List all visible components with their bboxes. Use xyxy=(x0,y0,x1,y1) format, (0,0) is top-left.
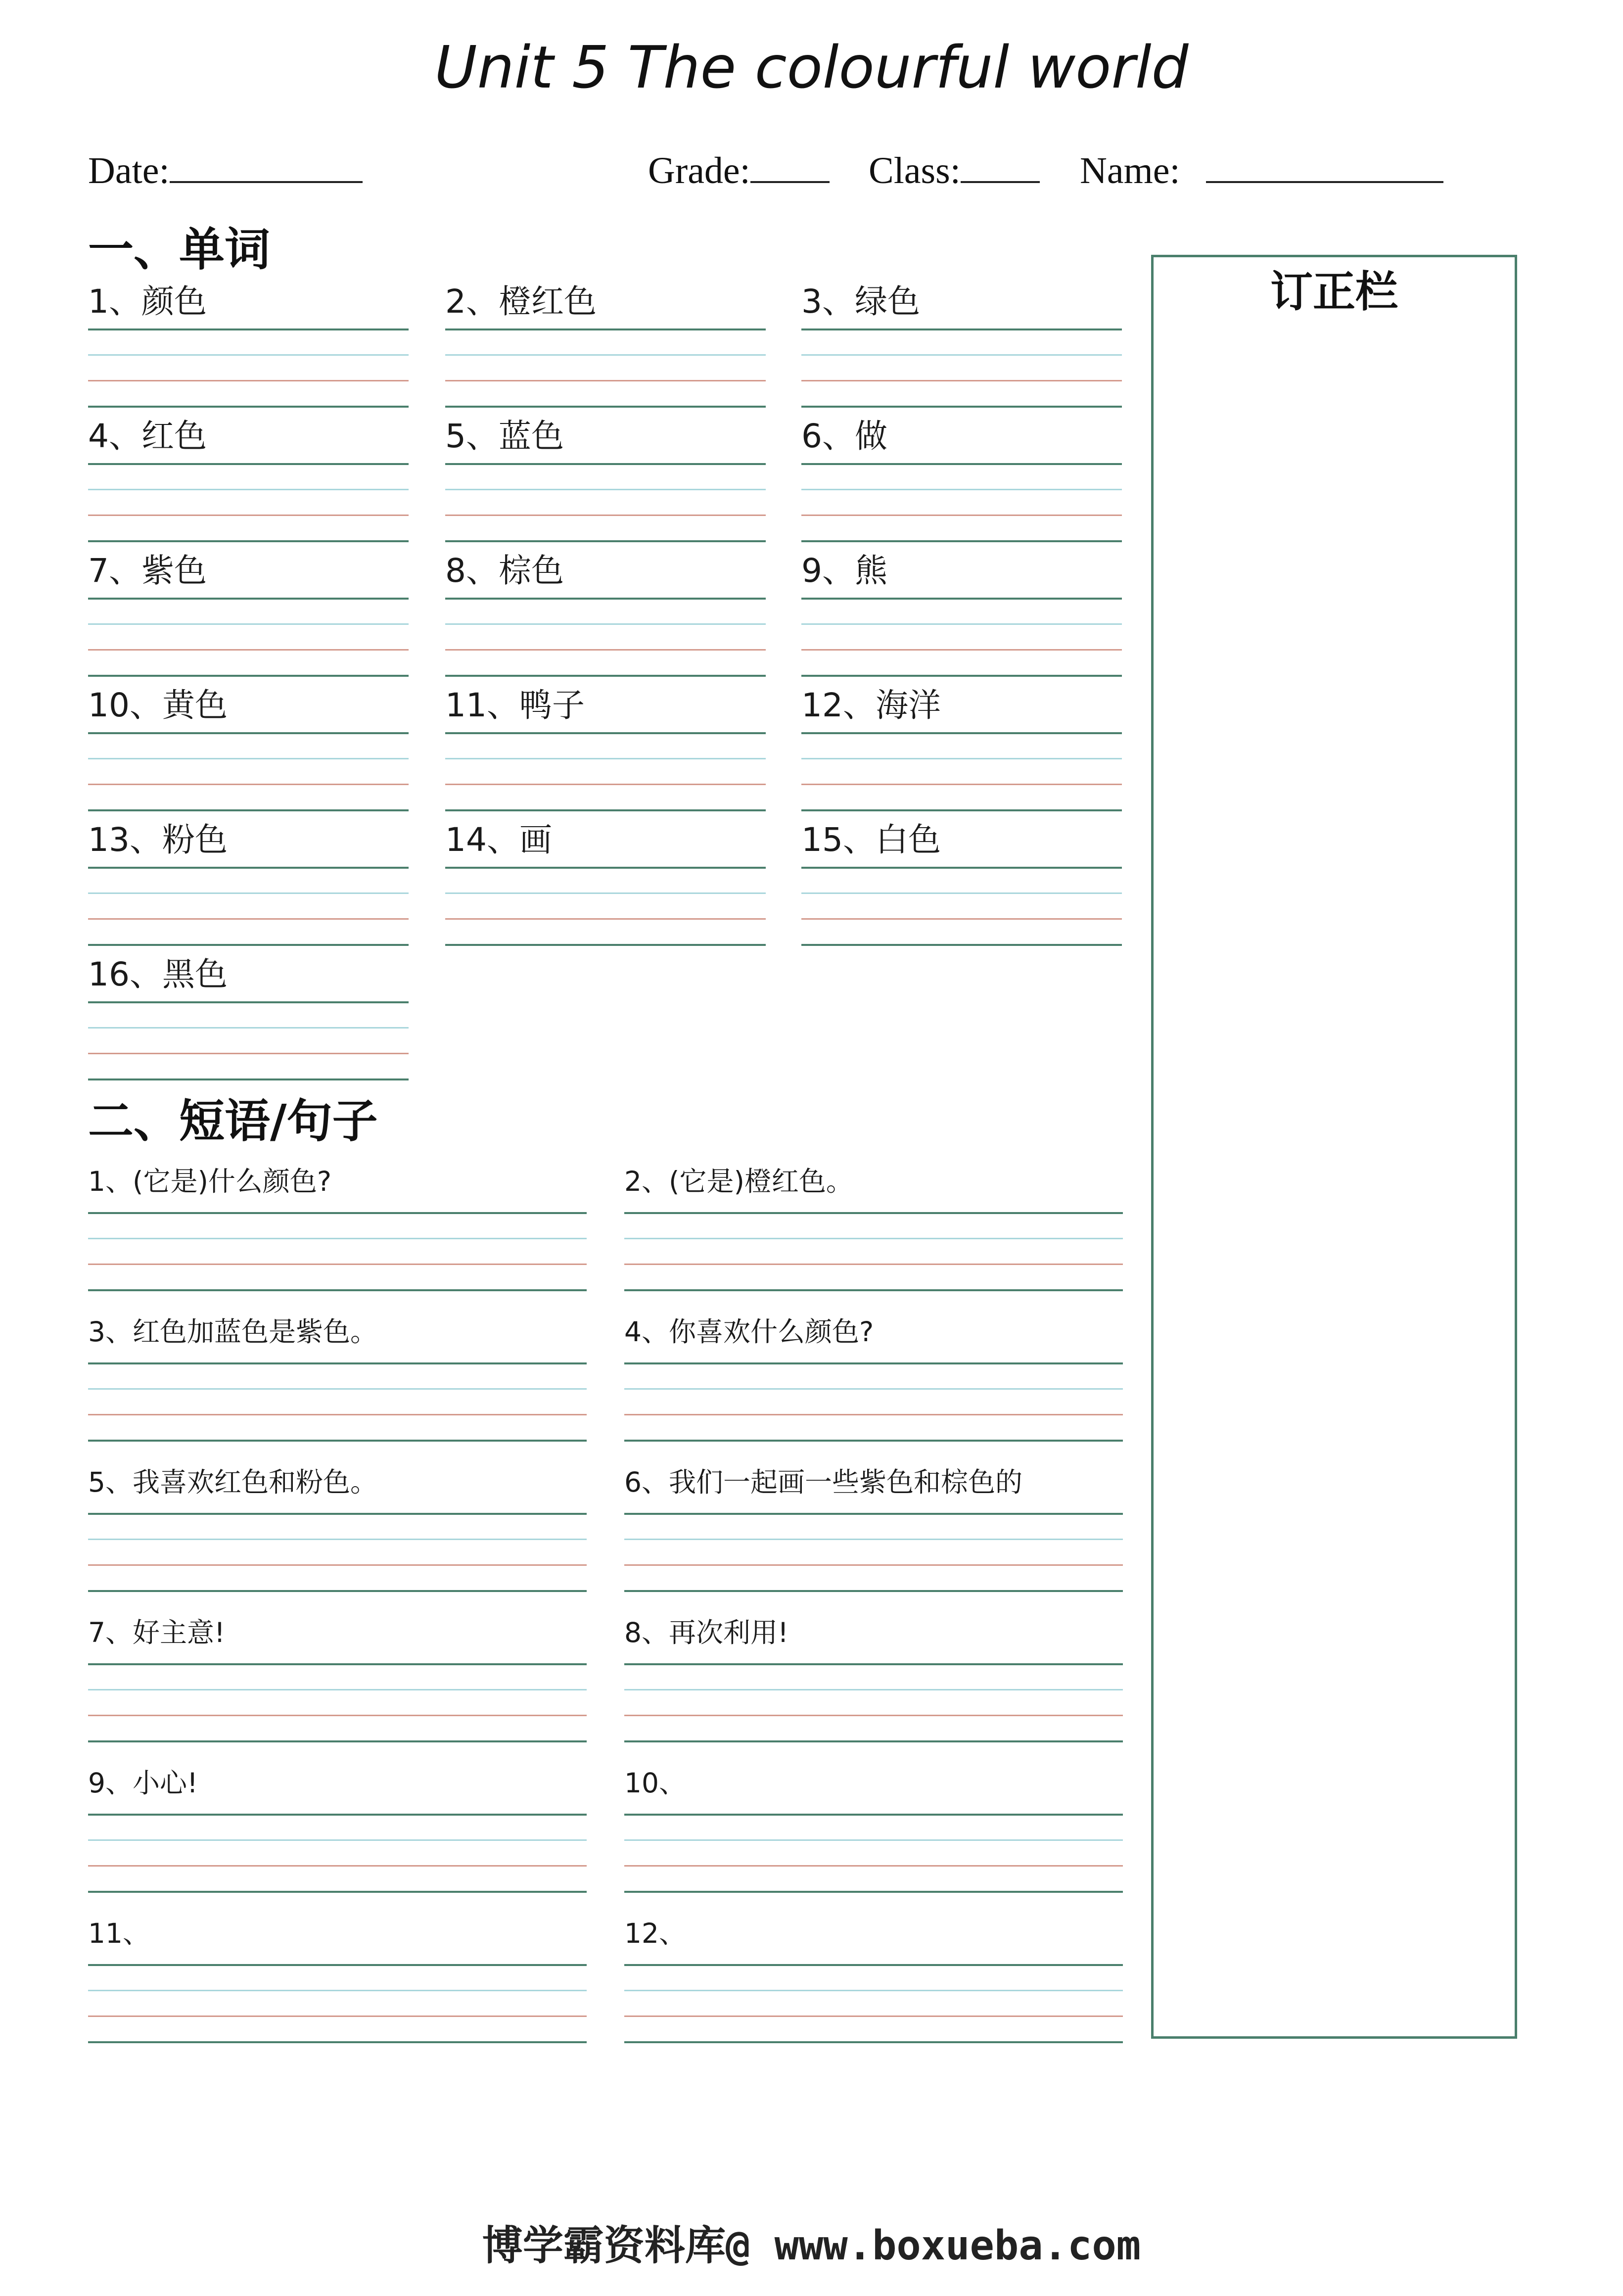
ruled-line xyxy=(88,1027,409,1029)
writing-item[interactable] xyxy=(88,1462,587,1597)
ruled-line xyxy=(624,2015,1123,2017)
writing-lines[interactable] xyxy=(88,328,409,408)
class-label: Class: xyxy=(869,150,961,191)
item-label: 12、海洋 xyxy=(801,686,941,724)
ruled-line xyxy=(88,1513,587,1515)
item-label: 10、 xyxy=(624,1767,686,1799)
ruled-line xyxy=(88,1740,587,1742)
item-label: 1、颜色 xyxy=(88,282,207,321)
ruled-line xyxy=(801,540,1122,542)
ruled-line xyxy=(88,1362,587,1364)
ruled-line xyxy=(801,758,1122,759)
writing-item[interactable] xyxy=(624,1312,1123,1447)
ruled-line xyxy=(88,1001,409,1003)
ruled-line xyxy=(88,515,409,516)
ruled-line xyxy=(624,1539,1123,1540)
ruled-line xyxy=(88,1839,587,1841)
ruled-line xyxy=(445,380,766,381)
ruled-line xyxy=(801,675,1122,677)
item-label: 15、白色 xyxy=(801,821,941,859)
writing-lines[interactable] xyxy=(88,1814,587,1893)
ruled-line xyxy=(445,809,766,811)
ruled-line xyxy=(801,784,1122,785)
item-label: 5、我喜欢红色和粉色。 xyxy=(88,1466,377,1498)
ruled-line xyxy=(445,406,766,408)
grade-blank[interactable] xyxy=(750,151,830,183)
item-label: 16、黑色 xyxy=(88,955,228,993)
writing-item[interactable] xyxy=(445,686,766,816)
ruled-line xyxy=(624,1663,1123,1665)
writing-item[interactable] xyxy=(445,551,766,682)
ruled-line xyxy=(801,380,1122,381)
grade-label: Grade: xyxy=(648,150,750,191)
ruled-line xyxy=(88,1990,587,1991)
writing-item[interactable] xyxy=(801,686,1122,816)
writing-item[interactable] xyxy=(88,820,409,951)
writing-item[interactable] xyxy=(801,282,1122,413)
ruled-line xyxy=(801,623,1122,625)
ruled-line xyxy=(88,1212,587,1214)
ruled-line xyxy=(445,892,766,894)
ruled-line xyxy=(624,1388,1123,1390)
writing-item[interactable] xyxy=(624,1613,1123,1747)
writing-lines[interactable] xyxy=(624,1964,1123,2043)
item-label: 8、再次利用! xyxy=(624,1617,789,1648)
page-title: Unit 5 The colourful world xyxy=(434,33,1189,101)
ruled-line xyxy=(624,1289,1123,1291)
ruled-line xyxy=(88,1264,587,1265)
writing-item[interactable] xyxy=(88,955,409,1085)
ruled-line xyxy=(88,489,409,490)
writing-item[interactable] xyxy=(445,282,766,413)
ruled-line xyxy=(88,1715,587,1716)
writing-item[interactable] xyxy=(445,820,766,951)
ruled-line xyxy=(445,918,766,920)
ruled-line xyxy=(624,1689,1123,1690)
footer-watermark: 博学霸资料库@ www.boxueba.com xyxy=(482,2222,1141,2269)
ruled-line xyxy=(88,2041,587,2043)
ruled-line xyxy=(624,1891,1123,1893)
ruled-line xyxy=(624,1212,1123,1214)
writing-lines[interactable] xyxy=(445,732,766,811)
ruled-line xyxy=(624,1964,1123,1966)
ruled-line xyxy=(88,463,409,465)
writing-item[interactable] xyxy=(88,282,409,413)
ruled-line xyxy=(88,1663,587,1665)
writing-lines[interactable] xyxy=(801,328,1122,408)
item-label: 2、(它是)橙红色。 xyxy=(624,1166,853,1197)
ruled-line xyxy=(88,732,409,734)
item-label: 2、橙红色 xyxy=(445,282,597,321)
ruled-line xyxy=(624,1814,1123,1816)
item-label: 9、熊 xyxy=(801,552,887,590)
writing-lines[interactable] xyxy=(88,1212,587,1291)
writing-lines[interactable] xyxy=(801,598,1122,677)
ruled-line xyxy=(624,1440,1123,1442)
writing-lines[interactable] xyxy=(624,1814,1123,1893)
ruled-line xyxy=(445,944,766,946)
ruled-line xyxy=(88,1053,409,1054)
ruled-line xyxy=(88,809,409,811)
ruled-line xyxy=(88,918,409,920)
ruled-line xyxy=(88,1440,587,1442)
ruled-line xyxy=(88,1891,587,1893)
correction-box[interactable] xyxy=(1151,255,1517,2039)
ruled-line xyxy=(624,1990,1123,1991)
ruled-line xyxy=(801,892,1122,894)
item-label: 3、红色加蓝色是紫色。 xyxy=(88,1316,377,1348)
item-label: 5、蓝色 xyxy=(445,417,564,455)
class-blank[interactable] xyxy=(961,151,1040,183)
item-label: 3、绿色 xyxy=(801,282,920,321)
ruled-line xyxy=(88,1964,587,1966)
ruled-line xyxy=(624,1564,1123,1566)
ruled-line xyxy=(801,489,1122,490)
ruled-line xyxy=(88,623,409,625)
item-label: 11、鸭子 xyxy=(445,686,585,724)
writing-lines[interactable] xyxy=(88,732,409,811)
ruled-line xyxy=(445,675,766,677)
ruled-line xyxy=(801,515,1122,516)
ruled-line xyxy=(88,1590,587,1592)
writing-lines[interactable] xyxy=(801,732,1122,811)
date-blank[interactable] xyxy=(170,151,363,183)
writing-lines[interactable] xyxy=(445,598,766,677)
ruled-line xyxy=(88,328,409,330)
ruled-line xyxy=(624,2041,1123,2043)
ruled-line xyxy=(88,867,409,869)
item-label: 9、小心! xyxy=(88,1767,198,1799)
writing-lines[interactable] xyxy=(801,463,1122,542)
item-label: 8、棕色 xyxy=(445,552,564,590)
writing-item[interactable] xyxy=(88,1162,587,1296)
writing-lines[interactable] xyxy=(624,1663,1123,1742)
ruled-line xyxy=(445,649,766,651)
ruled-line xyxy=(88,758,409,759)
ruled-line xyxy=(88,1814,587,1816)
writing-item[interactable] xyxy=(624,1162,1123,1296)
writing-item[interactable] xyxy=(624,1914,1123,2048)
ruled-line xyxy=(445,515,766,516)
ruled-line xyxy=(445,598,766,600)
writing-item[interactable] xyxy=(88,551,409,682)
name-field[interactable] xyxy=(1080,148,1443,193)
correction-title: 订正栏 xyxy=(1270,267,1398,317)
writing-lines[interactable] xyxy=(88,463,409,542)
ruled-line xyxy=(88,649,409,651)
item-label: 10、黄色 xyxy=(88,686,228,724)
writing-lines[interactable] xyxy=(624,1513,1123,1592)
ruled-line xyxy=(801,463,1122,465)
item-label: 7、好主意! xyxy=(88,1617,226,1648)
ruled-line xyxy=(445,354,766,356)
ruled-line xyxy=(88,1564,587,1566)
ruled-line xyxy=(801,944,1122,946)
ruled-line xyxy=(445,489,766,490)
ruled-line xyxy=(88,1539,587,1540)
ruled-line xyxy=(624,1865,1123,1867)
ruled-line xyxy=(88,1414,587,1415)
ruled-line xyxy=(445,463,766,465)
ruled-line xyxy=(88,598,409,600)
ruled-line xyxy=(88,540,409,542)
ruled-line xyxy=(88,1078,409,1080)
section1-title: 一、单词 xyxy=(88,223,271,276)
writing-lines[interactable] xyxy=(88,1362,587,1442)
ruled-line xyxy=(445,623,766,625)
item-label: 12、 xyxy=(624,1918,686,1949)
date-field[interactable] xyxy=(88,148,363,193)
section2-title: 二、短语/句子 xyxy=(88,1095,378,1148)
ruled-line xyxy=(624,1715,1123,1716)
writing-item[interactable] xyxy=(88,1312,587,1447)
item-label: 13、粉色 xyxy=(88,821,228,859)
class-field[interactable] xyxy=(869,148,1040,193)
ruled-line xyxy=(88,1689,587,1690)
ruled-line xyxy=(445,758,766,759)
writing-item[interactable] xyxy=(88,1914,587,2048)
item-label: 14、画 xyxy=(445,821,552,859)
writing-lines[interactable] xyxy=(88,598,409,677)
ruled-line xyxy=(88,1238,587,1239)
ruled-line xyxy=(801,406,1122,408)
writing-lines[interactable] xyxy=(88,1964,587,2043)
ruled-line xyxy=(88,2015,587,2017)
writing-item[interactable] xyxy=(801,417,1122,547)
grade-field[interactable] xyxy=(648,148,830,193)
writing-item[interactable] xyxy=(88,686,409,816)
ruled-line xyxy=(624,1238,1123,1239)
writing-item[interactable] xyxy=(624,1462,1123,1597)
item-label: 7、紫色 xyxy=(88,552,207,590)
writing-item[interactable] xyxy=(624,1763,1123,1898)
writing-lines[interactable] xyxy=(88,1001,409,1080)
date-label: Date: xyxy=(88,150,170,191)
ruled-line xyxy=(88,354,409,356)
ruled-line xyxy=(624,1362,1123,1364)
ruled-line xyxy=(801,328,1122,330)
writing-item[interactable] xyxy=(445,417,766,547)
name-label: Name: xyxy=(1080,150,1180,191)
ruled-line xyxy=(801,732,1122,734)
writing-item[interactable] xyxy=(801,551,1122,682)
item-label: 1、(它是)什么颜色? xyxy=(88,1166,332,1197)
item-label: 6、做 xyxy=(801,417,887,455)
item-label: 4、红色 xyxy=(88,417,207,455)
writing-item[interactable] xyxy=(88,417,409,547)
ruled-line xyxy=(624,1513,1123,1515)
ruled-line xyxy=(445,540,766,542)
writing-item[interactable] xyxy=(801,820,1122,951)
writing-item[interactable] xyxy=(88,1763,587,1898)
ruled-line xyxy=(88,944,409,946)
item-label: 11、 xyxy=(88,1918,150,1949)
name-blank[interactable] xyxy=(1206,151,1443,183)
ruled-line xyxy=(88,1865,587,1867)
writing-lines[interactable] xyxy=(624,1362,1123,1442)
ruled-line xyxy=(801,918,1122,920)
ruled-line xyxy=(801,867,1122,869)
writing-lines[interactable] xyxy=(445,328,766,408)
ruled-line xyxy=(624,1590,1123,1592)
writing-lines[interactable] xyxy=(88,1513,587,1592)
ruled-line xyxy=(445,328,766,330)
ruled-line xyxy=(88,1289,587,1291)
writing-lines[interactable] xyxy=(88,1663,587,1742)
ruled-line xyxy=(801,354,1122,356)
item-label: 4、你喜欢什么颜色? xyxy=(624,1316,874,1348)
ruled-line xyxy=(445,784,766,785)
ruled-line xyxy=(801,598,1122,600)
ruled-line xyxy=(88,380,409,381)
ruled-line xyxy=(88,675,409,677)
ruled-line xyxy=(624,1414,1123,1415)
ruled-line xyxy=(88,1388,587,1390)
writing-item[interactable] xyxy=(88,1613,587,1747)
ruled-line xyxy=(801,809,1122,811)
writing-lines[interactable] xyxy=(801,867,1122,946)
ruled-line xyxy=(88,406,409,408)
ruled-line xyxy=(88,892,409,894)
ruled-line xyxy=(624,1264,1123,1265)
item-label: 6、我们一起画一些紫色和棕色的 xyxy=(624,1466,1022,1498)
writing-lines[interactable] xyxy=(445,463,766,542)
ruled-line xyxy=(624,1740,1123,1742)
writing-lines[interactable] xyxy=(445,867,766,946)
ruled-line xyxy=(445,732,766,734)
writing-lines[interactable] xyxy=(624,1212,1123,1291)
writing-lines[interactable] xyxy=(88,867,409,946)
ruled-line xyxy=(801,649,1122,651)
ruled-line xyxy=(88,784,409,785)
ruled-line xyxy=(445,867,766,869)
ruled-line xyxy=(624,1839,1123,1841)
